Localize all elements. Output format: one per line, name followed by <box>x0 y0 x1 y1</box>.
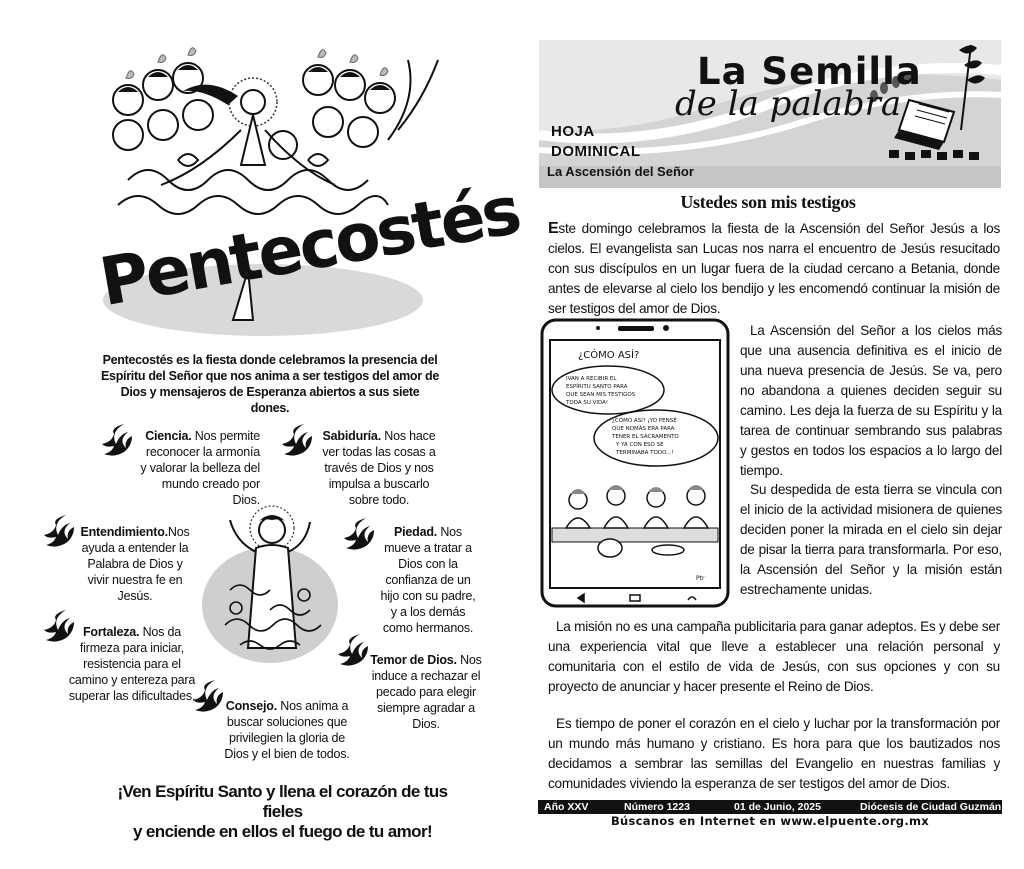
svg-text:Ptr: Ptr <box>696 575 705 582</box>
issue-number: Número 1223 <box>624 801 690 813</box>
dove-flame-icon <box>102 422 138 462</box>
article-paragraph: Su despedida de esta tierra se vincula con el inicio de la actividad misionera de quienes deciden poner la mirada en el cielo sin dejar de pisar la tierra para transformarla. Por eso, la Ascensión del Señor y la misión están estrechamente unidas. <box>740 482 1002 597</box>
website-line: Búscanos en Internet en www.elpuente.org.mx <box>610 814 929 828</box>
gift-sabiduria: Sabiduría. Nos hace ver todas las cosas a través de Dios y nos impulsa a buscarlo sobre todo. <box>322 429 436 507</box>
masthead <box>539 40 1001 188</box>
jesus-spirit-illustration <box>200 500 340 670</box>
issue-year: Año XXV <box>544 801 589 813</box>
pentecost-intro: Pentecostés es la fiesta donde celebramos la presencia del Espíritu del Señor que nos anima a ser testigos del amor de Dios y mensajeros de Esperanza abiertos a sus siete dones. <box>101 353 439 415</box>
gift-consejo: Consejo. Nos anima a buscar soluciones que privilegien la gloria de Dios y el bien de todos. <box>224 699 350 761</box>
publication-title: La Semilla <box>697 50 922 93</box>
gift-temor-de-dios: Temor de Dios. Nos induce a rechazar el pecado para elegir siempre agradar a Dios. <box>370 653 482 731</box>
closing-prayer: ¡Ven Espíritu Santo y llena el corazón de tus fieles y enciende en ellos el fuego de tu amor! <box>117 782 448 841</box>
dove-flame-icon <box>282 422 318 462</box>
svg-text:¿CÓMO ASÍ? ¡YO PENSÉ QUE: ¿CÓMO ASÍ? ¡YO PENSÉ QUE NOMÁS ERA PARA TENER EL SACRAMENTO Y YA CON ESO SE TERMINABA TODO...! <box>612 418 679 456</box>
diocese-name: Diócesis de Ciudad Guzmán <box>860 801 1002 813</box>
issue-date: 01 de Junio, 2025 <box>734 801 821 813</box>
hoja-dominical-label: HOJA DOMINICAL <box>551 123 641 160</box>
right-page <box>512 0 1024 869</box>
dove-flame-icon <box>44 513 80 553</box>
svg-text:IVAN A RECIBIR EL ESPÍRI: IVAN A RECIBIR EL ESPÍRITU SANTO PARA QUE SEAN MIS TESTIGOS TODA SU VIDA! <box>566 376 636 406</box>
dove-flame-icon <box>338 632 374 672</box>
feast-label: La Ascensión del Señor <box>547 164 694 179</box>
article-paragraph: Es tiempo de poner el corazón en el cielo y luchar por la transformación por un mundo más humano y cristiano. Es hora para que los bautizados nos decidamos a sembrar las semillas del Evangelio en nuestras familias y comunidades viviendo la esperanza de ser testigos del amor de Dios. <box>548 716 1000 791</box>
publication-subtitle: de la palabra <box>675 84 902 124</box>
phone-cartoon-illustration <box>538 318 732 608</box>
drop-cap: E <box>548 220 559 237</box>
pentecost-illustration <box>88 40 525 340</box>
svg-text:Pentecostés: Pentecostés <box>94 171 525 322</box>
svg-text:¿CÓMO ASÍ?: ¿CÓMO ASÍ? <box>578 350 640 361</box>
gift-piedad: Piedad. Nos mueve a tratar a Dios con la confianza de un hijo con su padre, y a los demás como hermanos. <box>380 525 476 635</box>
article-paragraph: La misión no es una campaña publicitaria para ganar adeptos. Es y debe ser una experiencia vital que lleve a establecer una relación personal y comunitaria con el estilo de vida de Jesús, con sus opciones y con su proyecto de anunciar y hacer presente el Reino de Dios. <box>548 619 1000 694</box>
issue-info-bar <box>538 800 1002 814</box>
gift-ciencia: Ciencia. Nos permite reconocer la armonía y valorar la belleza del mundo creado por Dios. <box>140 429 260 507</box>
dove-flame-icon <box>344 516 380 556</box>
gift-fortaleza: Fortaleza. Nos da firmeza para iniciar, resistencia para el camino y entereza para superar las dificultades. <box>68 625 196 703</box>
article-title: Ustedes son mis testigos <box>680 192 856 212</box>
article-paragraph: Este domingo celebramos la fiesta de la Ascensión del Señor Jesús a los cielos. El evangelista san Lucas nos narra el encuentro de Jesús resucitado con sus discípulos en un lugar fuera de la ciudad cercano a Betania, donde antes de elevarse al cielo los bendijo y les encomendó continuar la misión de ser testigos del amor de Dios. <box>548 220 1000 316</box>
article-paragraph: La Ascensión del Señor a los cielos más que una ausencia definitiva es el inicio de una nueva presencia de Jesús. Se va, pero no abandona a quienes deciden seguir su camino. Les deja la fuerza de su Espíritu y la tarea de continuar sembrando sus palabras y gestos en todos los espacios a lo largo del tiempo. <box>740 323 1002 478</box>
gift-entendimiento: Entendimiento.Nos ayuda a entender la Palabra de Dios y vivir nuestra fe en Jesús. <box>80 525 190 603</box>
